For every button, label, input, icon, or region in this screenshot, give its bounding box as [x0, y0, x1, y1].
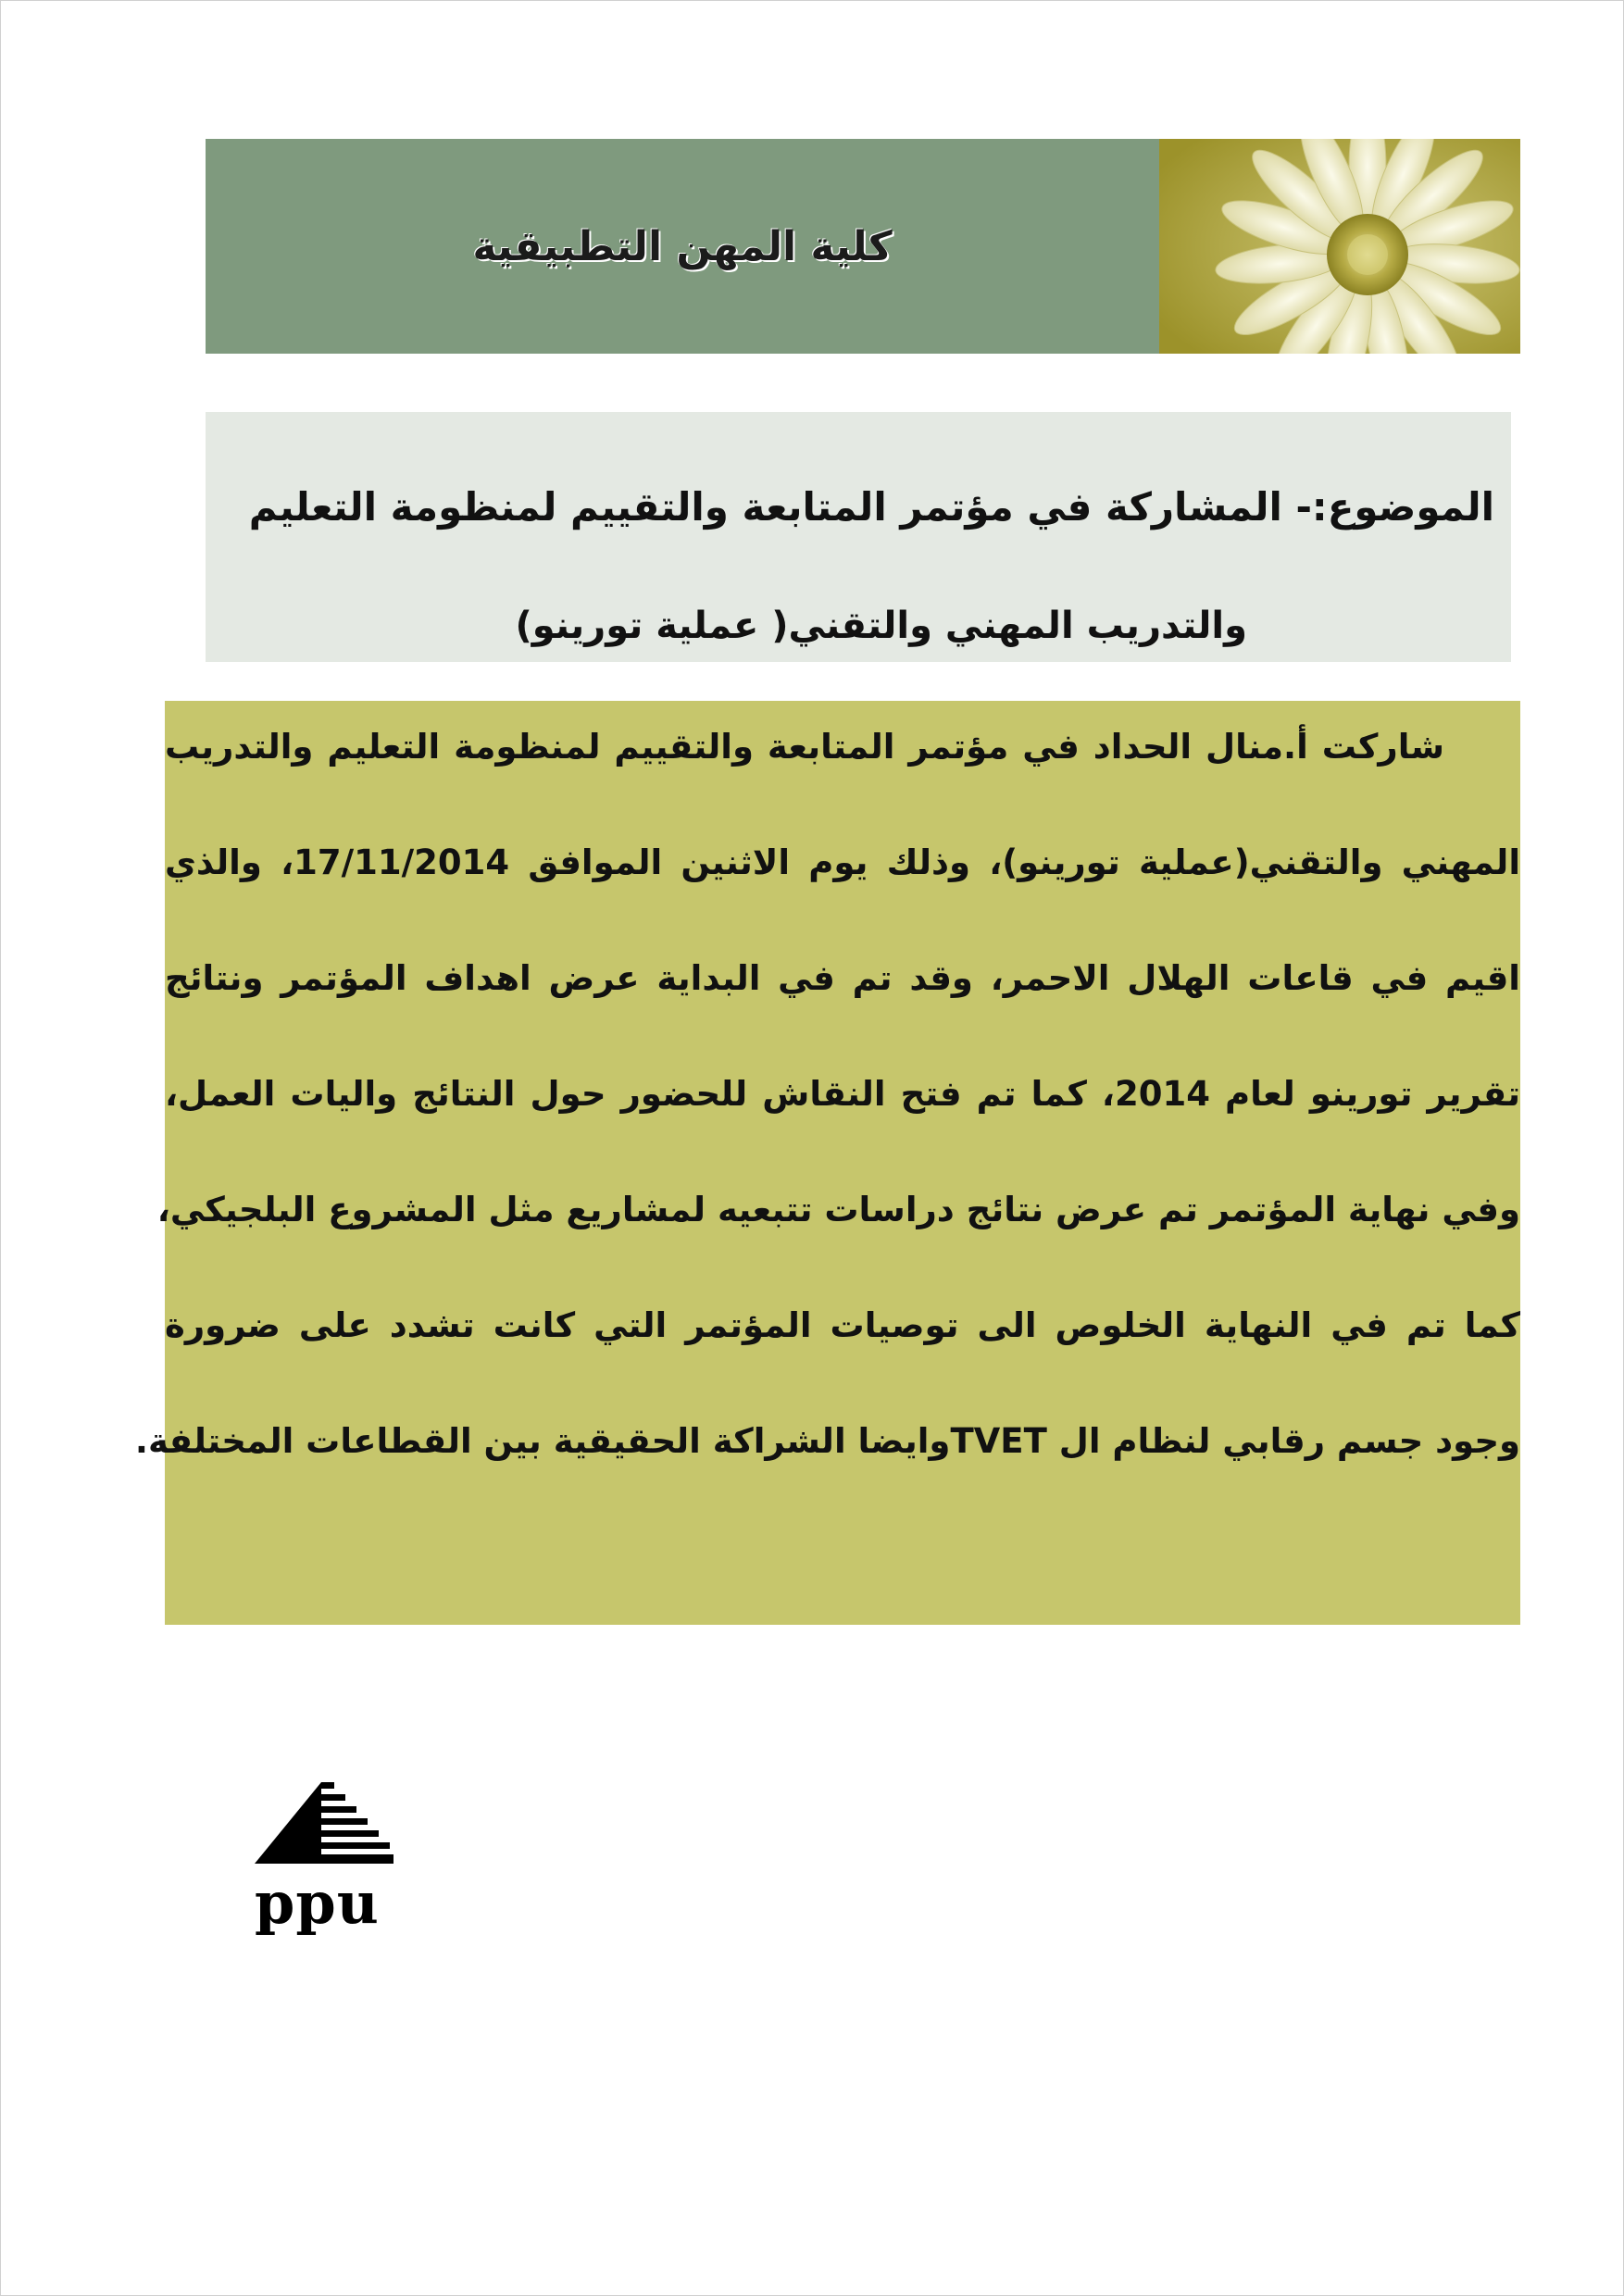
- flower-icon: [1159, 139, 1520, 354]
- body-line: وجود جسم رقابي لنظام ال TVETوايضا الشراكة الحقيقية بين القطاعات المختلفة.: [134, 1421, 1520, 1461]
- pyramid-icon: [255, 1782, 394, 1866]
- body-box: [134, 701, 1521, 1625]
- subject-line-2: والتدريب المهني والتقني( عملية تورينو): [515, 605, 1247, 647]
- body-line: اقيم في قاعات الهلال الاحمر، وقد تم في البداية عرض اهداف المؤتمر ونتائج: [165, 958, 1520, 998]
- body-line: كما تم في النهاية الخلوص الى توصيات المؤتمر التي كانت تشدد على ضرورة: [165, 1305, 1520, 1345]
- ppu-logo: [255, 1782, 394, 1940]
- header-banner: [206, 139, 1159, 354]
- body-line: شاركت أ.منال الحداد في مؤتمر المتابعة والتقييم لمنظومة التعليم والتدريب: [165, 727, 1444, 767]
- logo-text: ppu: [255, 1869, 380, 1937]
- body-line: المهني والتقني(عملية تورينو)، وذلك يوم الاثنين الموافق 17/11/2014، والذي: [165, 842, 1521, 882]
- subject-box: [206, 412, 1511, 662]
- body-line: وفي نهاية المؤتمر تم عرض نتائج دراسات تتبعيه لمشاريع مثل المشروع البلجيكي،: [156, 1190, 1520, 1229]
- flower-image: [1159, 139, 1520, 354]
- college-name: كلية المهن التطبيقية: [472, 222, 893, 270]
- subject-line-1: الموضوع:- المشاركة في مؤتمر المتابعة والتقييم لمنظومة التعليم: [248, 484, 1494, 530]
- body-line: تقرير تورينو لعام 2014، كما تم فتح النقاش للحضور حول النتائج واليات العمل،: [165, 1074, 1520, 1114]
